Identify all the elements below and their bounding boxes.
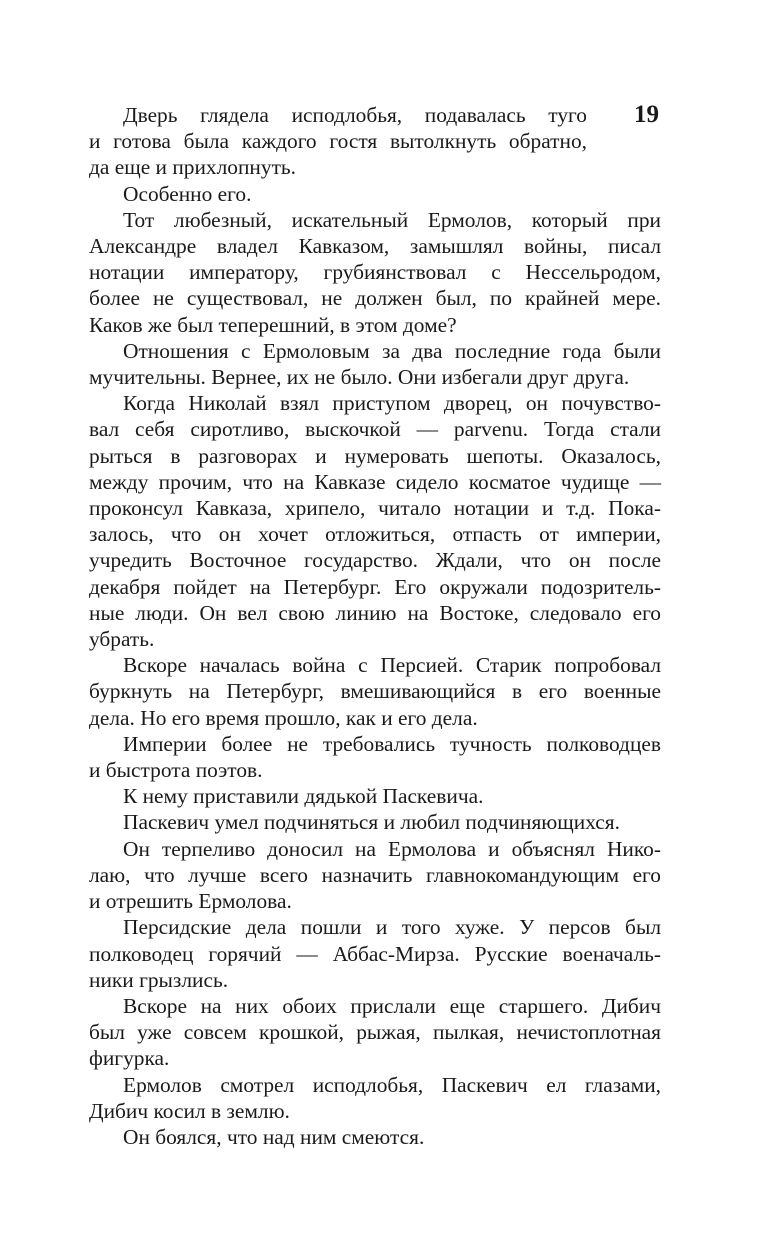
paragraph [89, 181, 661, 207]
text-line: и быстрота поэтов. [89, 758, 263, 783]
paragraph [89, 652, 661, 731]
text-line: дела. Но его время прошло, как и его дела. [89, 705, 478, 730]
text-line: лаю, что лучше всего назначить главнокомандующим его [89, 862, 661, 887]
text-line: проконсул Кавказа, хрипело, читало нотации и т.д. Пока- [89, 496, 661, 521]
text-line: вал себя сиротливо, выскочкой — parvenu. Тогда стали [89, 417, 661, 442]
paragraph [89, 1124, 661, 1150]
text-line: более не существовал, не должен был, по крайней мере. [89, 286, 661, 311]
paragraph [89, 731, 661, 783]
paragraph [89, 390, 661, 652]
text-line: убрать. [89, 627, 155, 652]
text-line: и отрешить Ермолова. [89, 889, 292, 914]
paragraph [89, 207, 661, 338]
paragraph [89, 783, 661, 809]
text-line: учредить Восточное государство. Ждали, что он после [89, 548, 661, 573]
text-line: декабря пойдет на Петербург. Его окружали подозритель- [89, 574, 661, 599]
body-text [89, 102, 661, 1150]
text-line: рыться в разговорах и нумеровать шепоты. Оказалось, [89, 443, 661, 468]
text-line: ные люди. Он вел свою линию на Востоке, следовало его [89, 600, 661, 625]
paragraph [89, 809, 661, 835]
text-line: нотации императору, грубиянствовал с Нессельродом, [89, 260, 661, 285]
text-line: между прочим, что на Кавказе сидело косматое чудище — [89, 469, 661, 494]
text-line: Он терпеливо доносил на Ермолова и объяснял Нико- [123, 836, 661, 861]
text-line: мучительны. Вернее, их не было. Они избегали друг друга. [89, 365, 630, 390]
text-line: ники грызлись. [89, 967, 229, 992]
text-line: Он боялся, что над ним смеются. [123, 1124, 425, 1149]
text-line: полководец горячий — Аббас-Мирза. Русские военачаль- [89, 941, 661, 966]
text-line: Ермолов смотрел исподлобья, Паскевич ел глазами, [123, 1072, 661, 1097]
text-line: Вскоре на них обоих прислали еще старшего. Дибич [123, 993, 661, 1018]
paragraph [89, 914, 661, 993]
text-line: Александре владел Кавказом, замышлял войны, писал [89, 234, 661, 259]
text-line: Персидские дела пошли и того хуже. У персов был [123, 915, 661, 940]
text-line: Когда Николай взял приступом дворец, он почувство- [123, 391, 661, 416]
text-line: К нему приставили дядькой Паскевича. [123, 784, 484, 809]
text-line: Отношения с Ермоловым за два последние года были [123, 338, 661, 363]
text-line: Паскевич умел подчиняться и любил подчиняющихся. [123, 810, 620, 835]
text-line: Каков же был теперешний, в этом доме? [89, 312, 457, 337]
paragraph [89, 836, 661, 915]
page-number: 19 [634, 101, 659, 128]
text-line: фигурка. [89, 1046, 170, 1071]
paragraph [89, 102, 661, 181]
text-line: Тот любезный, искательный Ермолов, который при [123, 207, 661, 232]
text-line: Вскоре началась война с Персией. Старик попробовал [123, 653, 661, 678]
paragraph [89, 1072, 661, 1124]
text-line: Империи более не требовались тучность полководцев [123, 731, 661, 756]
text-line: да еще и прихлопнуть. [89, 155, 297, 180]
text-line: залось, что он хочет отложиться, отпасть от империи, [89, 522, 661, 547]
text-line: буркнуть на Петербург, вмешивающийся в его военные [89, 679, 661, 704]
text-line: и готова была каждого гостя вытолкнуть обратно, [89, 129, 587, 154]
text-line: Дверь глядела исподлобья, подавалась туго [123, 103, 587, 127]
text-line: был уже совсем крошкой, рыжая, пылкая, нечистоплотная [89, 1020, 661, 1045]
text-line: Особенно его. [123, 181, 252, 206]
paragraph [89, 993, 661, 1072]
text-line: Дибич косил в землю. [89, 1098, 290, 1123]
paragraph [89, 338, 661, 390]
